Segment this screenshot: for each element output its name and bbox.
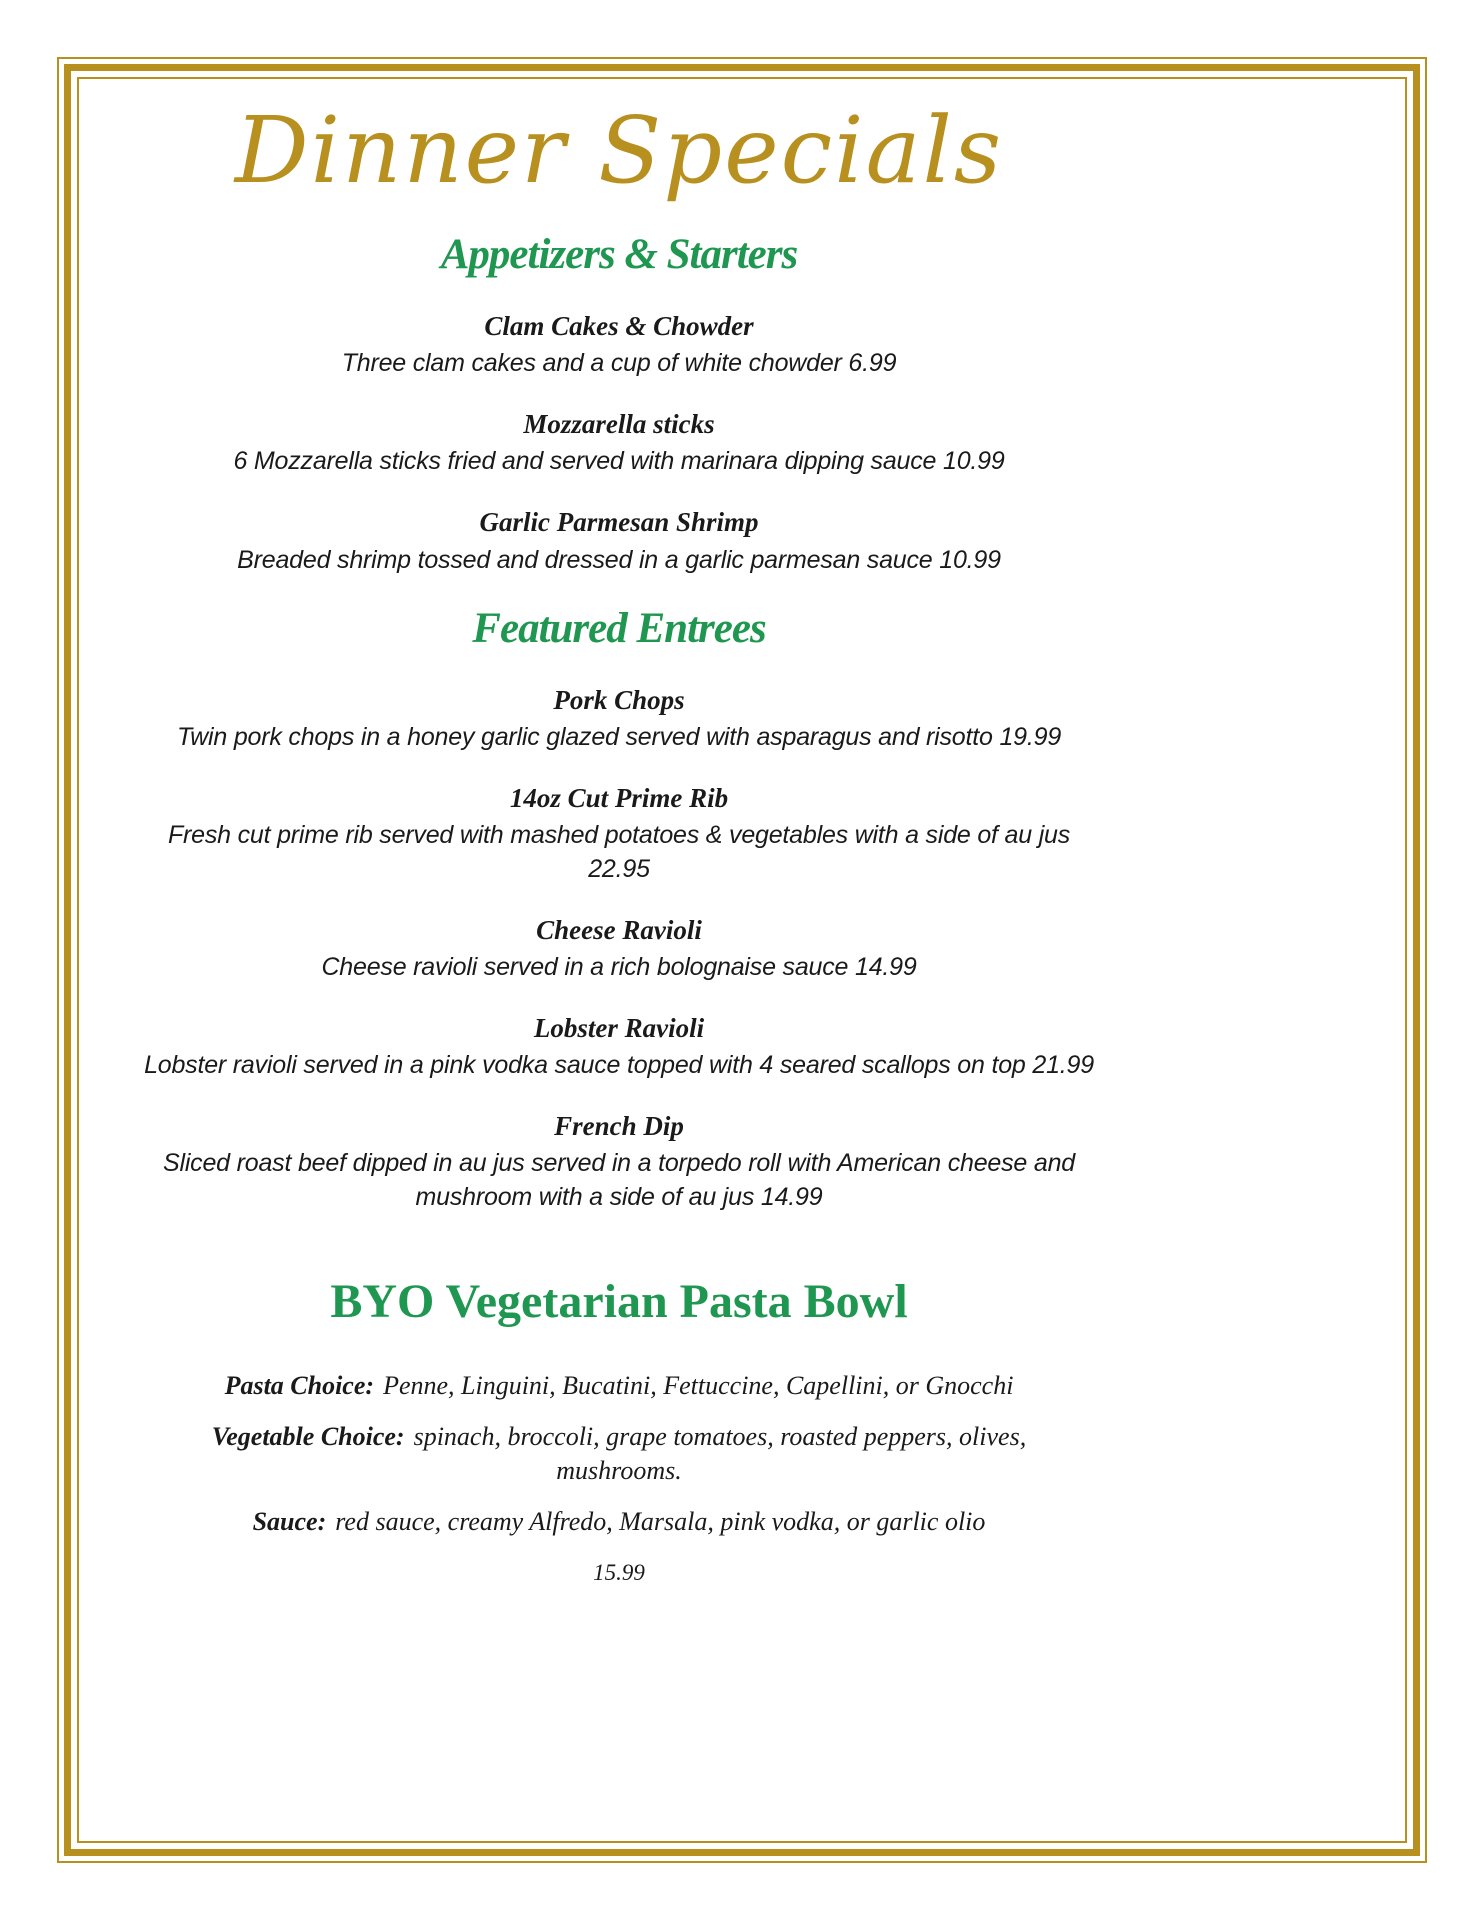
byo-option-text: red sauce, creamy Alfredo, Marsala, pink vodka, or garlic olio	[335, 1506, 986, 1536]
menu-item-mozzarella-sticks	[84, 407, 1154, 478]
section-byo-pasta-bowl	[84, 1276, 1154, 1586]
item-description: Breaded shrimp tossed and dressed in a garlic parmesan sauce 10.99	[237, 545, 1001, 574]
byo-option-label: Vegetable Choice:	[211, 1422, 405, 1452]
byo-option-text: spinach, broccoli, grape tomatoes, roasted peppers, olives, mushrooms.	[413, 1422, 1027, 1485]
byo-option-label: Pasta Choice:	[224, 1371, 375, 1401]
item-name: Pork Chops	[553, 684, 685, 715]
section-heading-appetizers: Appetizers & Starters	[440, 230, 798, 278]
menu-item-french-dip	[84, 1109, 1154, 1214]
item-name: Clam Cakes & Chowder	[484, 311, 754, 342]
byo-option-vegetable	[169, 1420, 1069, 1488]
item-description: Three clam cakes and a cup of white chowder 6.99	[341, 349, 897, 378]
item-name: Lobster Ravioli	[533, 1013, 705, 1044]
byo-option-pasta	[169, 1369, 1069, 1403]
item-description: 6 Mozzarella sticks fried and served with marinara dipping sauce 10.99	[233, 447, 1005, 476]
menu-item-lobster-ravioli	[84, 1011, 1154, 1082]
page-title: Dinner Specials	[234, 97, 1004, 204]
item-description: Lobster ravioli served in a pink vodka sauce topped with 4 seared scallops on top 21.99	[144, 1051, 1094, 1080]
item-name: 14oz Cut Prime Rib	[509, 783, 729, 814]
menu-content	[84, 98, 1154, 1586]
menu-item-cheese-ravioli	[84, 913, 1154, 984]
byo-option-text: Penne, Linguini, Bucatini, Fettuccine, Capellini, or Gnocchi	[383, 1371, 1014, 1401]
menu-item-prime-rib	[84, 781, 1154, 886]
section-featured-entrees	[84, 604, 1154, 1215]
item-description: Twin pork chops in a honey garlic glazed served with asparagus and risotto 19.99	[176, 723, 1062, 752]
item-description: Fresh cut prime rib served with mashed potatoes & vegetables with a side of au jus 22.95	[167, 821, 1071, 884]
section-heading-featured-entrees: Featured Entrees	[472, 604, 766, 652]
item-description: Sliced roast beef dipped in au jus served in a torpedo roll with American cheese and mushroom with a side of au jus 14.99	[163, 1149, 1075, 1212]
item-description: Cheese ravioli served in a rich bolognaise sauce 14.99	[321, 953, 917, 982]
menu-item-garlic-parmesan-shrimp	[84, 505, 1154, 576]
item-name: Mozzarella sticks	[523, 409, 715, 440]
item-name: French Dip	[554, 1111, 684, 1142]
byo-heading: BYO Vegetarian Pasta Bowl	[330, 1275, 908, 1329]
byo-option-sauce	[169, 1505, 1069, 1539]
item-name: Cheese Ravioli	[536, 915, 702, 946]
byo-option-label: Sauce:	[252, 1506, 327, 1536]
menu-item-pork-chops	[84, 683, 1154, 754]
menu-item-clam-cakes	[84, 309, 1154, 380]
section-appetizers	[84, 230, 1154, 577]
item-name: Garlic Parmesan Shrimp	[479, 507, 759, 538]
byo-price: 15.99	[593, 1560, 645, 1586]
